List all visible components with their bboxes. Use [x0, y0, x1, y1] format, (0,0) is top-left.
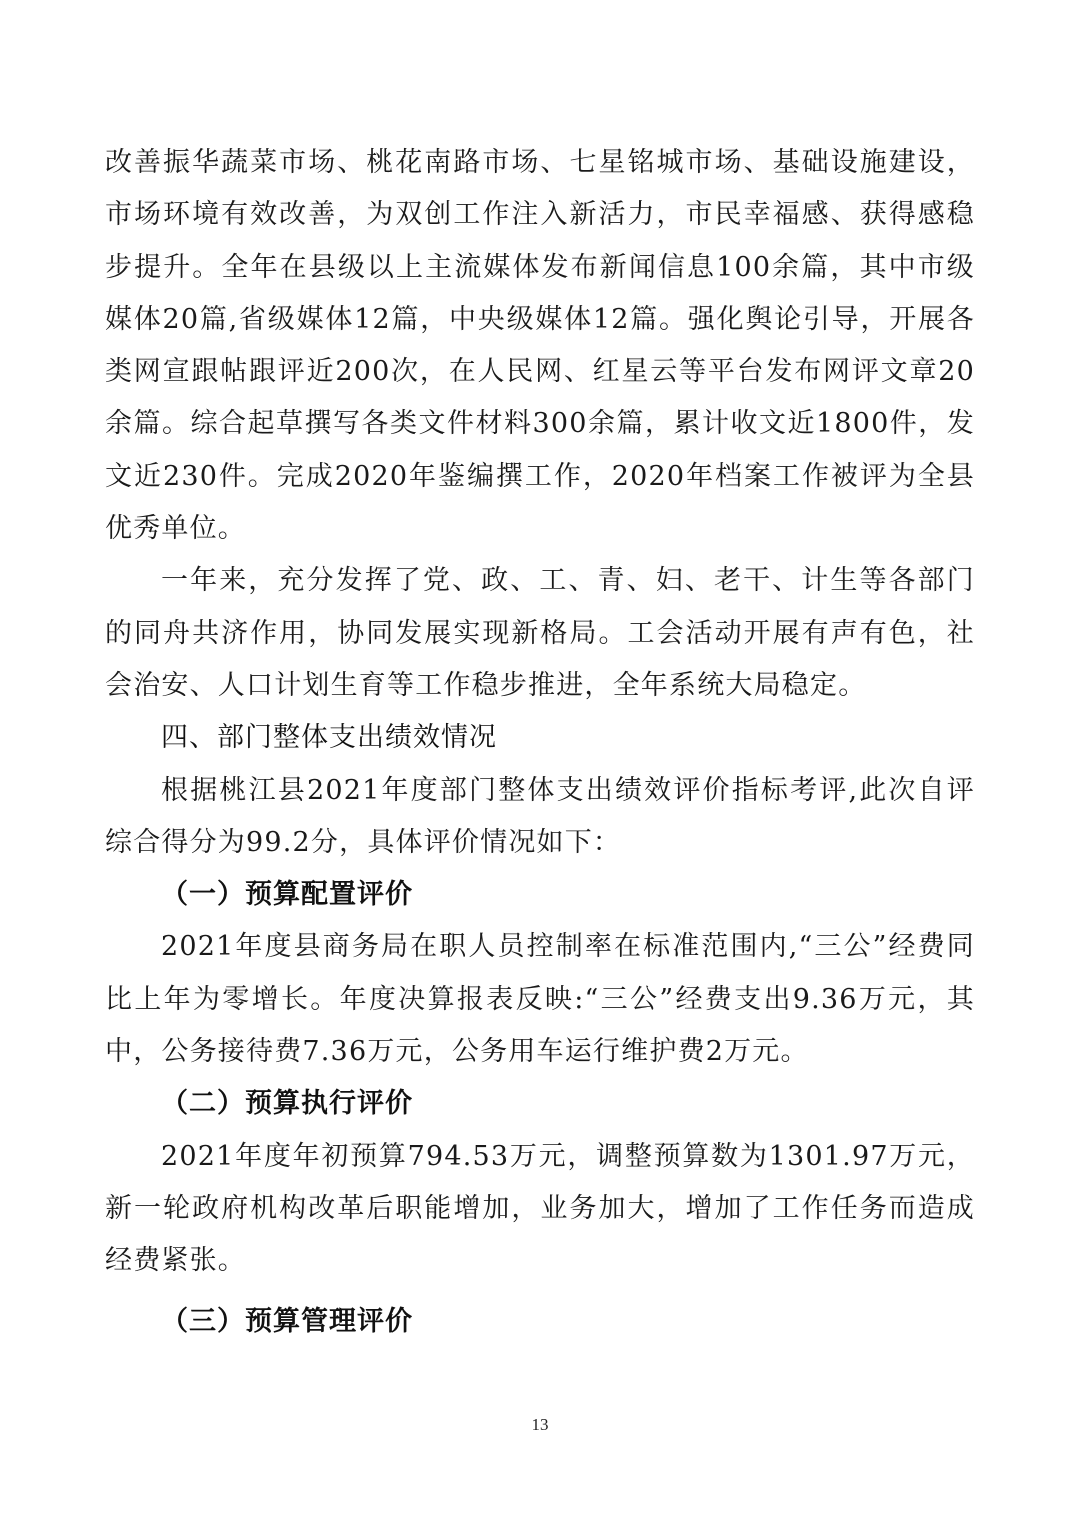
paragraph-budget-allocation: 2021年度县商务局在职人员控制率在标准范围内,“三公”经费同比上年为零增长。年度决算报表反映:“三公”经费支出9.36万元，其中，公务接待费7.36万元，公务用车运行维护费2万元。: [105, 931, 975, 1068]
paragraph-coordination: 一年来，充分发挥了党、政、工、青、妇、老干、计生等各部门的同舟共济作用，协同发展实现新格局。工会活动开展有声有色，社会治安、人口计划生育等工作稳步推进，全年系统大局稳定。: [105, 565, 975, 701]
page-number: 13: [531, 1415, 549, 1434]
section-heading-performance: 四、部门整体支出绩效情况: [161, 722, 497, 754]
subheading-budget-execution: （二）预算执行评价: [161, 1088, 413, 1120]
subheading-budget-management: （三）预算管理评价: [161, 1305, 413, 1337]
paragraph-budget-execution: 2021年度年初预算794.53万元，调整预算数为1301.97万元，新一轮政府机构改革后职能增加，业务加大，增加了工作任务而造成经费紧张。: [105, 1140, 975, 1277]
paragraph-evaluation-score: 根据桃江县2021年度部门整体支出绩效评价指标考评,此次自评综合得分为99.2分，具体评价情况如下：: [105, 774, 975, 858]
subheading-budget-allocation: （一）预算配置评价: [161, 879, 413, 911]
document-body: [105, 137, 975, 1348]
paragraph-achievements-continued: 改善振华蔬菜市场、桃花南路市场、七星铭城市场、基础设施建设，市场环境有效改善，为双创工作注入新活力，市民幸福感、获得感稳步提升。全年在县级以上主流媒体发布新闻信息100余篇，其中市级媒体20篇,省级媒体12篇，中央级媒体12篇。强化舆论引导，开展各类网宣跟帖跟评近200次，在人民网、红星云等平台发布网评文章20余篇。综合起草撰写各类文件材料300余篇，累计收文近1800件，发文近230件。完成2020年鉴编撰工作，2020年档案工作被评为全县优秀单位。: [105, 147, 975, 545]
